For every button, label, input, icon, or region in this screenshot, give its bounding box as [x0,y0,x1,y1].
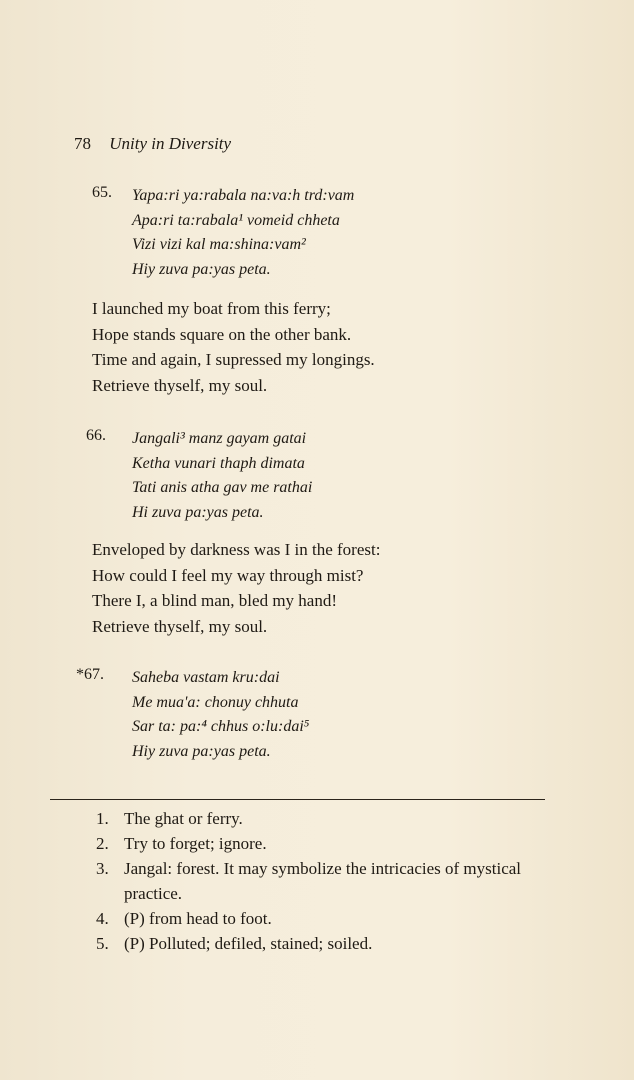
verse-line: Sar ta: pa:⁴ chhus o:lu:dai⁵ [132,718,310,735]
translation-line: Retrieve thyself, my soul. [92,616,268,636]
footnote-divider [50,799,545,800]
page-number: 78 [74,134,91,153]
footnote-number: 2. [96,834,109,853]
verse-line: Hi zuva pa:yas peta. [132,503,264,521]
footnote-number: 5. [96,934,109,953]
footnote-number: 1. [96,809,109,828]
translation-line: Hope stands square on the other bank. [92,324,352,344]
verse-line: Me mua'a: chonuy chhuta [132,693,299,711]
verse-line: Hiy zuva pa:yas peta. [132,260,271,278]
verse-line: Vizi vizi kal ma:shina:vam² [132,236,306,253]
translation-line: Enveloped by darkness was I in the forest: [92,540,381,559]
footnote [96,806,556,831]
footnote [96,931,556,956]
footnote-text: The ghat or ferry. [124,809,243,828]
verse-line: Jangali³ manz gayam gatai [132,430,307,447]
footnote [96,831,556,856]
verse-number: *67. [76,666,104,683]
footnote [96,906,556,931]
translation-line: I launched my boat from this ferry; [92,299,331,318]
footnote [96,856,556,906]
verse-line: Yapa:ri ya:rabala na:va:h trd:vam [132,187,355,204]
translation-66 [92,537,572,639]
footnote-text: (P) Polluted; defiled, stained; soiled. [124,934,373,953]
translation-line: Retrieve thyself, my soul. [92,375,268,395]
verse-line: Ketha vunari thaph dimata [132,454,305,472]
verse-number: 66. [86,427,106,444]
footnote-text: (P) from head to foot. [124,909,272,928]
verse-line: Tati anis atha gav me rathai [132,479,313,496]
page-header [74,134,231,154]
verse-line: Saheba vastam kru:dai [132,669,280,686]
verse-line: Apa:ri ta:rabala¹ vomeid chheta [132,211,340,229]
running-title: Unity in Diversity [109,134,232,153]
translation-line: Time and again, I supressed my longings. [92,350,375,369]
footnote-text: Try to forget; ignore. [124,834,267,853]
verse-line: Hiy zuva pa:yas peta. [132,742,271,760]
translation-line: How could I feel my way through mist? [92,565,364,585]
footnotes [96,806,556,956]
translation-line: There I, a blind man, bled my hand! [92,591,338,610]
footnote-number: 3. [96,859,109,878]
footnote-text: Jangal: forest. It may symbolize the intricacies of mystical practice. [124,859,522,903]
footnote-number: 4. [96,909,109,928]
verse-number: 65. [92,184,112,201]
translation-65 [92,296,572,398]
